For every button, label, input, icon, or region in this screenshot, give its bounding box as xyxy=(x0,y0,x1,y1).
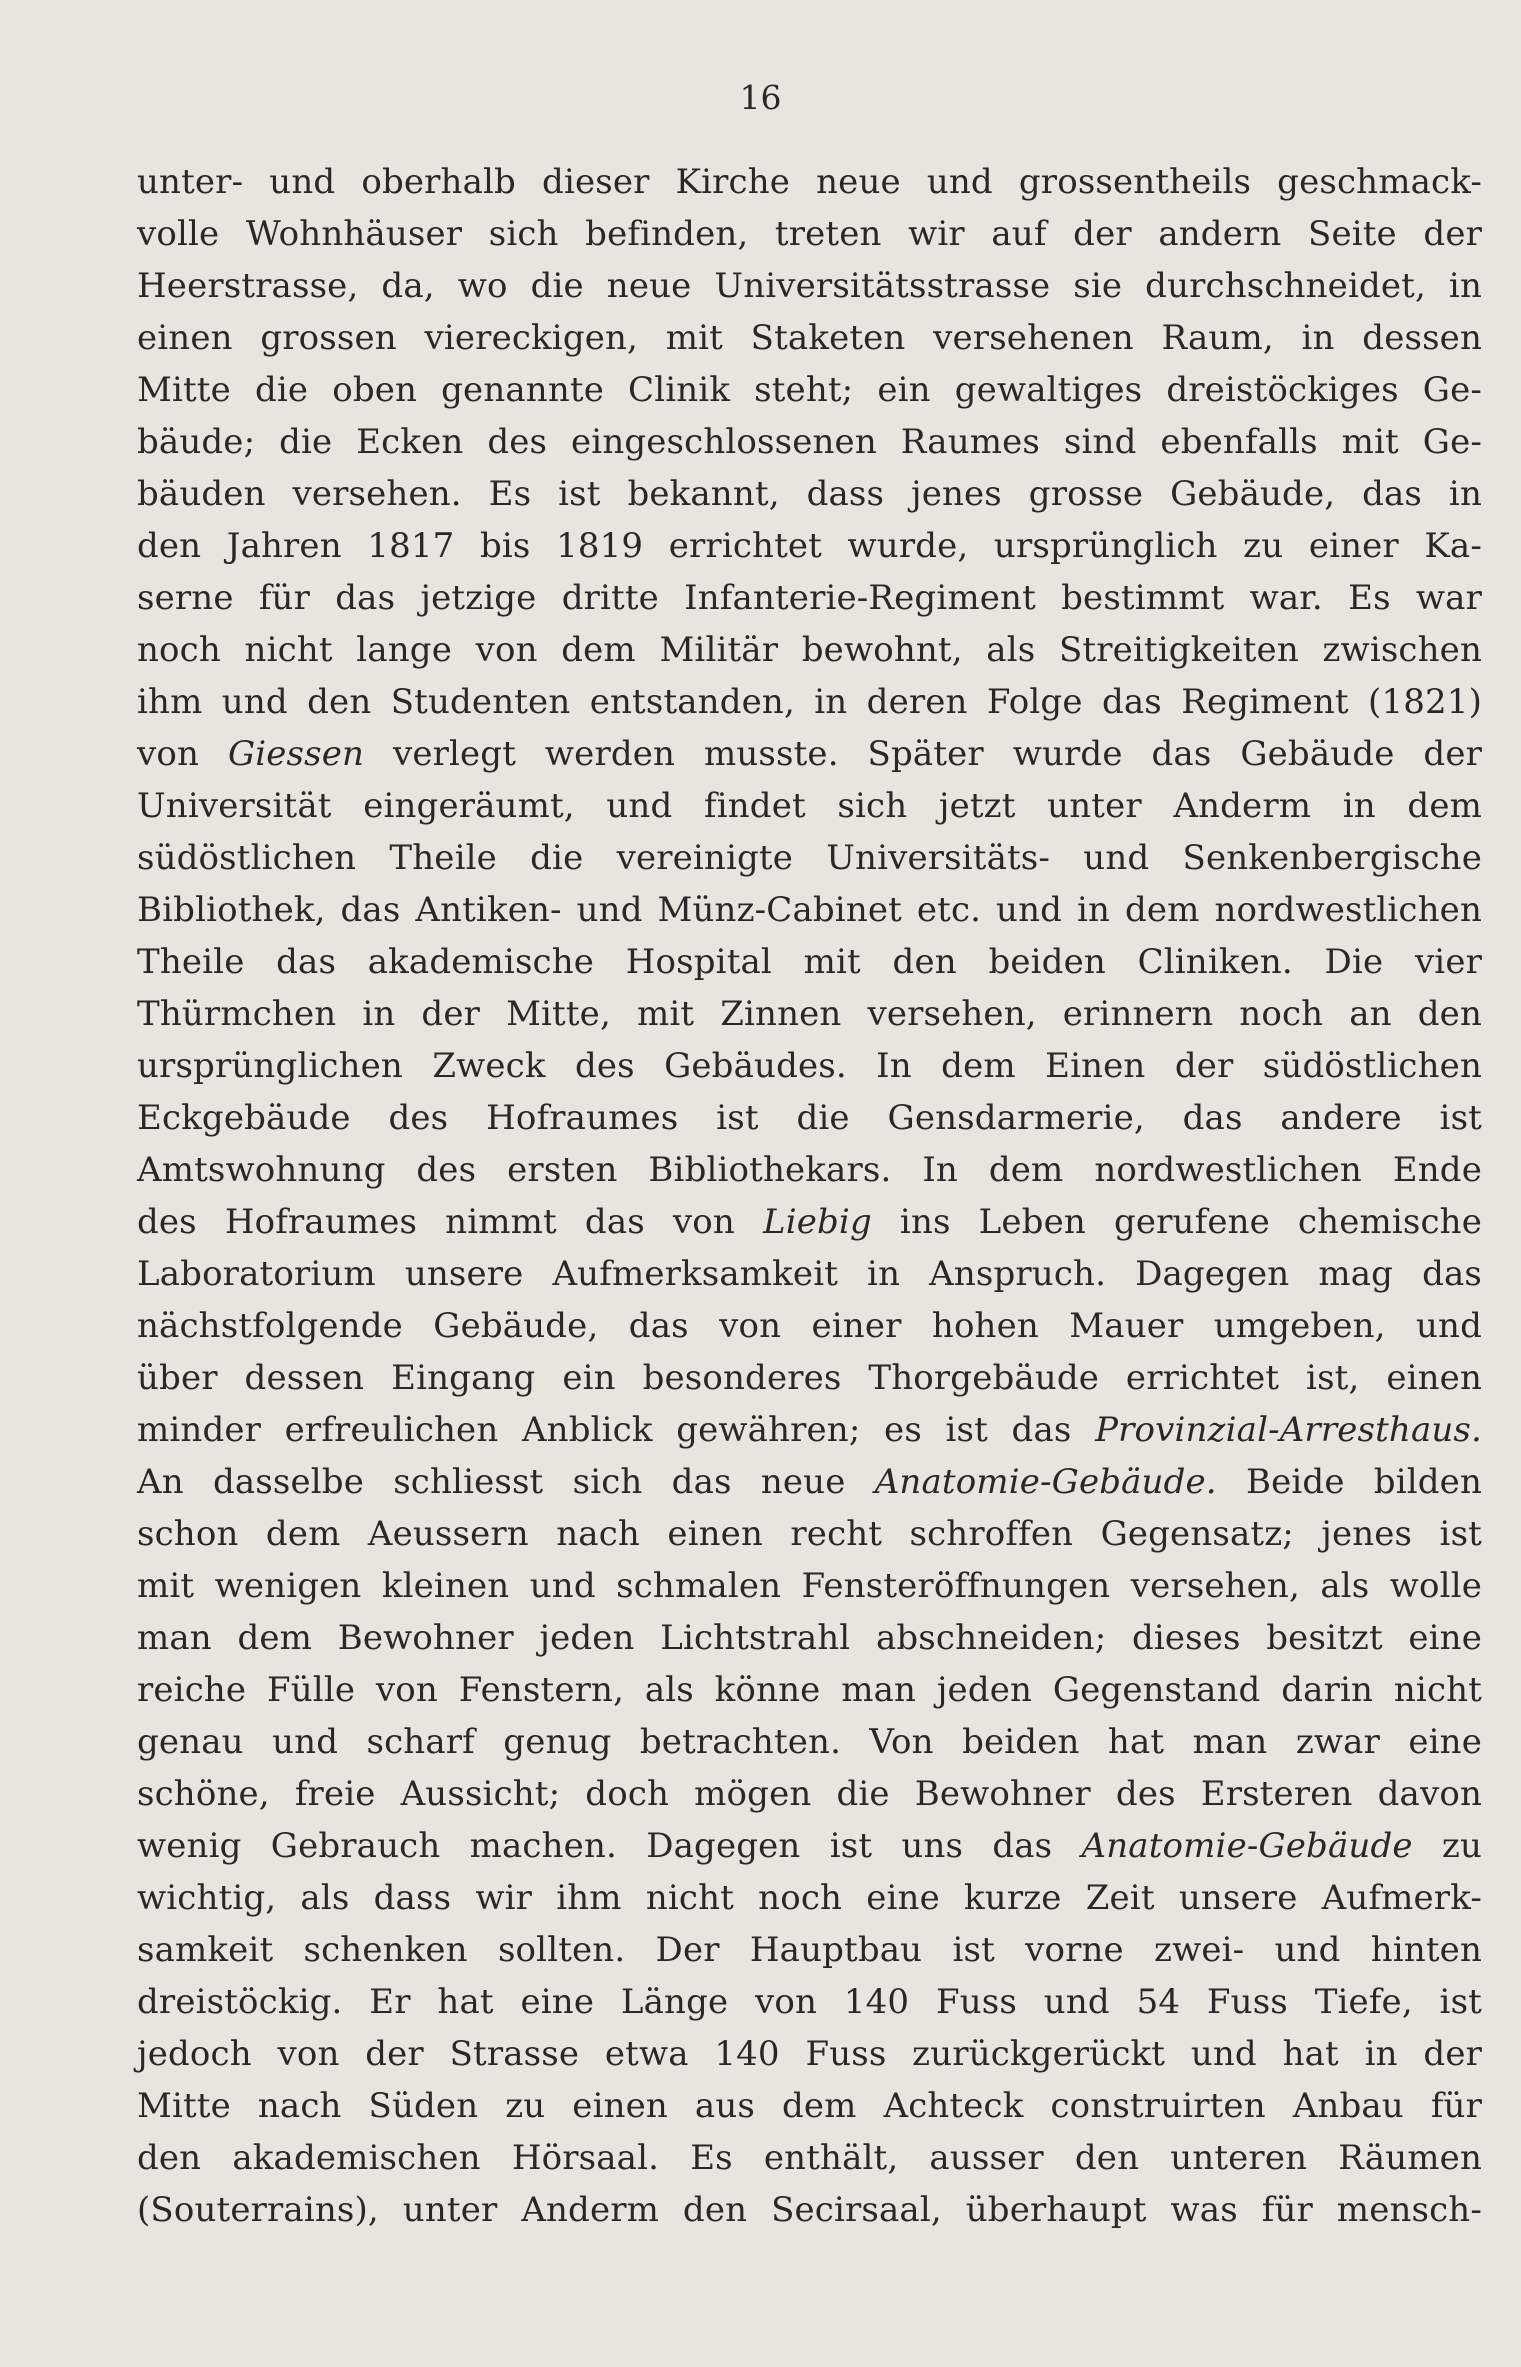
text-line xyxy=(137,2184,1482,2236)
text-run: nächstfolgende Gebäude, das von einer hohen Mauer umgeben, und xyxy=(137,1306,1482,1346)
text-line xyxy=(137,936,1482,988)
text-line xyxy=(137,1560,1482,1612)
text-line xyxy=(137,1352,1482,1404)
text-run: An dasselbe schliesst sich das neue xyxy=(137,1462,875,1502)
text-line xyxy=(137,1924,1482,1976)
page-number: 16 xyxy=(739,78,782,117)
text-line xyxy=(137,1820,1482,1872)
body-text xyxy=(137,156,1482,2236)
text-line xyxy=(137,1716,1482,1768)
text-run: einen grossen viereckigen, mit Staketen versehenen Raum, in dessen xyxy=(137,318,1482,358)
text-run: minder erfreulichen Anblick gewähren; es ist das xyxy=(137,1410,1096,1450)
text-run: ursprünglichen Zweck des Gebäudes. In dem Einen der südöstlichen xyxy=(137,1046,1482,1086)
text-run: von xyxy=(137,734,228,774)
text-run: schon dem Aeussern nach einen recht schroffen Gegensatz; jenes ist xyxy=(137,1514,1482,1554)
text-run: des Hofraumes nimmt das von xyxy=(137,1202,763,1242)
text-line xyxy=(137,2028,1482,2080)
text-run: Heerstrasse, da, wo die neue Universitätsstrasse sie durchschneidet, in xyxy=(137,266,1482,306)
text-line xyxy=(137,884,1482,936)
text-run: ihm und den Studenten entstanden, in deren Folge das Regiment (1821) xyxy=(137,682,1482,722)
text-line xyxy=(137,312,1482,364)
text-run: bäuden versehen. Es ist bekannt, dass jenes grosse Gebäude, das in xyxy=(137,474,1482,514)
text-run: Laboratorium unsere Aufmerksamkeit in Anspruch. Dagegen mag das xyxy=(137,1254,1482,1294)
text-line xyxy=(137,1768,1482,1820)
text-run: man dem Bewohner jeden Lichtstrahl abschneiden; dieses besitzt eine xyxy=(137,1618,1482,1658)
text-run: Mitte die oben genannte Clinik steht; ein gewaltiges dreistöckiges Ge- xyxy=(137,370,1482,410)
text-run: Bibliothek, das Antiken- und Münz-Cabinet etc. und in dem nordwestlichen xyxy=(137,890,1482,930)
text-run: südöstlichen Theile die vereinigte Universitäts- und Senkenbergische xyxy=(137,838,1482,878)
text-line xyxy=(137,572,1482,624)
text-line xyxy=(137,1248,1482,1300)
text-run: reiche Fülle von Fenstern, als könne man jeden Gegenstand darin nicht xyxy=(137,1670,1482,1710)
text-line xyxy=(137,780,1482,832)
text-run: samkeit schenken sollten. Der Hauptbau ist vorne zwei- und hinten xyxy=(137,1930,1482,1970)
text-run: zu xyxy=(1412,1826,1482,1866)
text-line xyxy=(137,1144,1482,1196)
text-run: Mitte nach Süden zu einen aus dem Achteck construirten Anbau für xyxy=(137,2086,1482,2126)
text-line xyxy=(137,1664,1482,1716)
text-line xyxy=(137,728,1482,780)
text-run: genau und scharf genug betrachten. Von beiden hat man zwar eine xyxy=(137,1722,1482,1762)
text-line xyxy=(137,156,1482,208)
text-line xyxy=(137,1300,1482,1352)
text-run: ins Leben gerufene chemische xyxy=(871,1202,1482,1242)
text-run: Beide bilden xyxy=(1216,1462,1483,1502)
text-run: wichtig, als dass wir ihm nicht noch eine kurze Zeit unsere Aufmerk- xyxy=(137,1878,1482,1918)
italic-text: Giessen xyxy=(227,734,365,774)
text-line xyxy=(137,1456,1482,1508)
italic-text: Provinzial-Arresthaus. xyxy=(1095,1410,1482,1450)
text-run: Thürmchen in der Mitte, mit Zinnen versehen, erinnern noch an den xyxy=(137,994,1482,1034)
text-run: serne für das jetzige dritte Infanterie-Regiment bestimmt war. Es war xyxy=(137,578,1482,618)
text-line xyxy=(137,1404,1482,1456)
text-line xyxy=(137,2132,1482,2184)
text-line xyxy=(137,676,1482,728)
text-run: Theile das akademische Hospital mit den beiden Cliniken. Die vier xyxy=(137,942,1482,982)
text-run: den akademischen Hörsaal. Es enthält, ausser den unteren Räumen xyxy=(137,2138,1482,2178)
text-line xyxy=(137,364,1482,416)
text-run: (Souterrains), unter Anderm den Secirsaal, überhaupt was für mensch- xyxy=(137,2190,1482,2230)
text-run: über dessen Eingang ein besonderes Thorgebäude errichtet ist, einen xyxy=(137,1358,1482,1398)
text-line xyxy=(137,416,1482,468)
text-line xyxy=(137,988,1482,1040)
text-line xyxy=(137,832,1482,884)
text-line xyxy=(137,208,1482,260)
text-run: den Jahren 1817 bis 1819 errichtet wurde, ursprünglich zu einer Ka- xyxy=(137,526,1482,566)
text-run: Universität eingeräumt, und findet sich jetzt unter Anderm in dem xyxy=(137,786,1482,826)
text-line xyxy=(137,1612,1482,1664)
text-run: unter- und oberhalb dieser Kirche neue und grossentheils geschmack- xyxy=(137,162,1482,202)
italic-text: Anatomie-Gebäude xyxy=(1081,1826,1413,1866)
text-line xyxy=(137,624,1482,676)
text-run: Eckgebäude des Hofraumes ist die Gensdarmerie, das andere ist xyxy=(137,1098,1482,1138)
text-run: Amtswohnung des ersten Bibliothekars. In dem nordwestlichen Ende xyxy=(137,1150,1482,1190)
text-line xyxy=(137,1196,1482,1248)
text-run: wenig Gebrauch machen. Dagegen ist uns das xyxy=(137,1826,1082,1866)
text-line xyxy=(137,1508,1482,1560)
text-line xyxy=(137,2080,1482,2132)
text-line xyxy=(137,468,1482,520)
text-line xyxy=(137,520,1482,572)
italic-text: Anatomie-Gebäude. xyxy=(874,1462,1217,1502)
text-run: verlegt werden musste. Später wurde das Gebäude der xyxy=(364,734,1482,774)
text-run: jedoch von der Strasse etwa 140 Fuss zurückgerückt und hat in der xyxy=(137,2034,1482,2074)
text-run: bäude; die Ecken des eingeschlossenen Raumes sind ebenfalls mit Ge- xyxy=(137,422,1482,462)
text-line xyxy=(137,1040,1482,1092)
text-run: volle Wohnhäuser sich befinden, treten wir auf der andern Seite der xyxy=(137,214,1482,254)
text-line xyxy=(137,1976,1482,2028)
text-run: mit wenigen kleinen und schmalen Fensteröffnungen versehen, als wolle xyxy=(137,1566,1482,1606)
text-run: noch nicht lange von dem Militär bewohnt, als Streitigkeiten zwischen xyxy=(137,630,1482,670)
text-run: dreistöckig. Er hat eine Länge von 140 Fuss und 54 Fuss Tiefe, ist xyxy=(137,1982,1482,2022)
italic-text: Liebig xyxy=(762,1202,872,1242)
text-line xyxy=(137,1872,1482,1924)
text-run: schöne, freie Aussicht; doch mögen die Bewohner des Ersteren davon xyxy=(137,1774,1482,1814)
text-line xyxy=(137,1092,1482,1144)
text-line xyxy=(137,260,1482,312)
